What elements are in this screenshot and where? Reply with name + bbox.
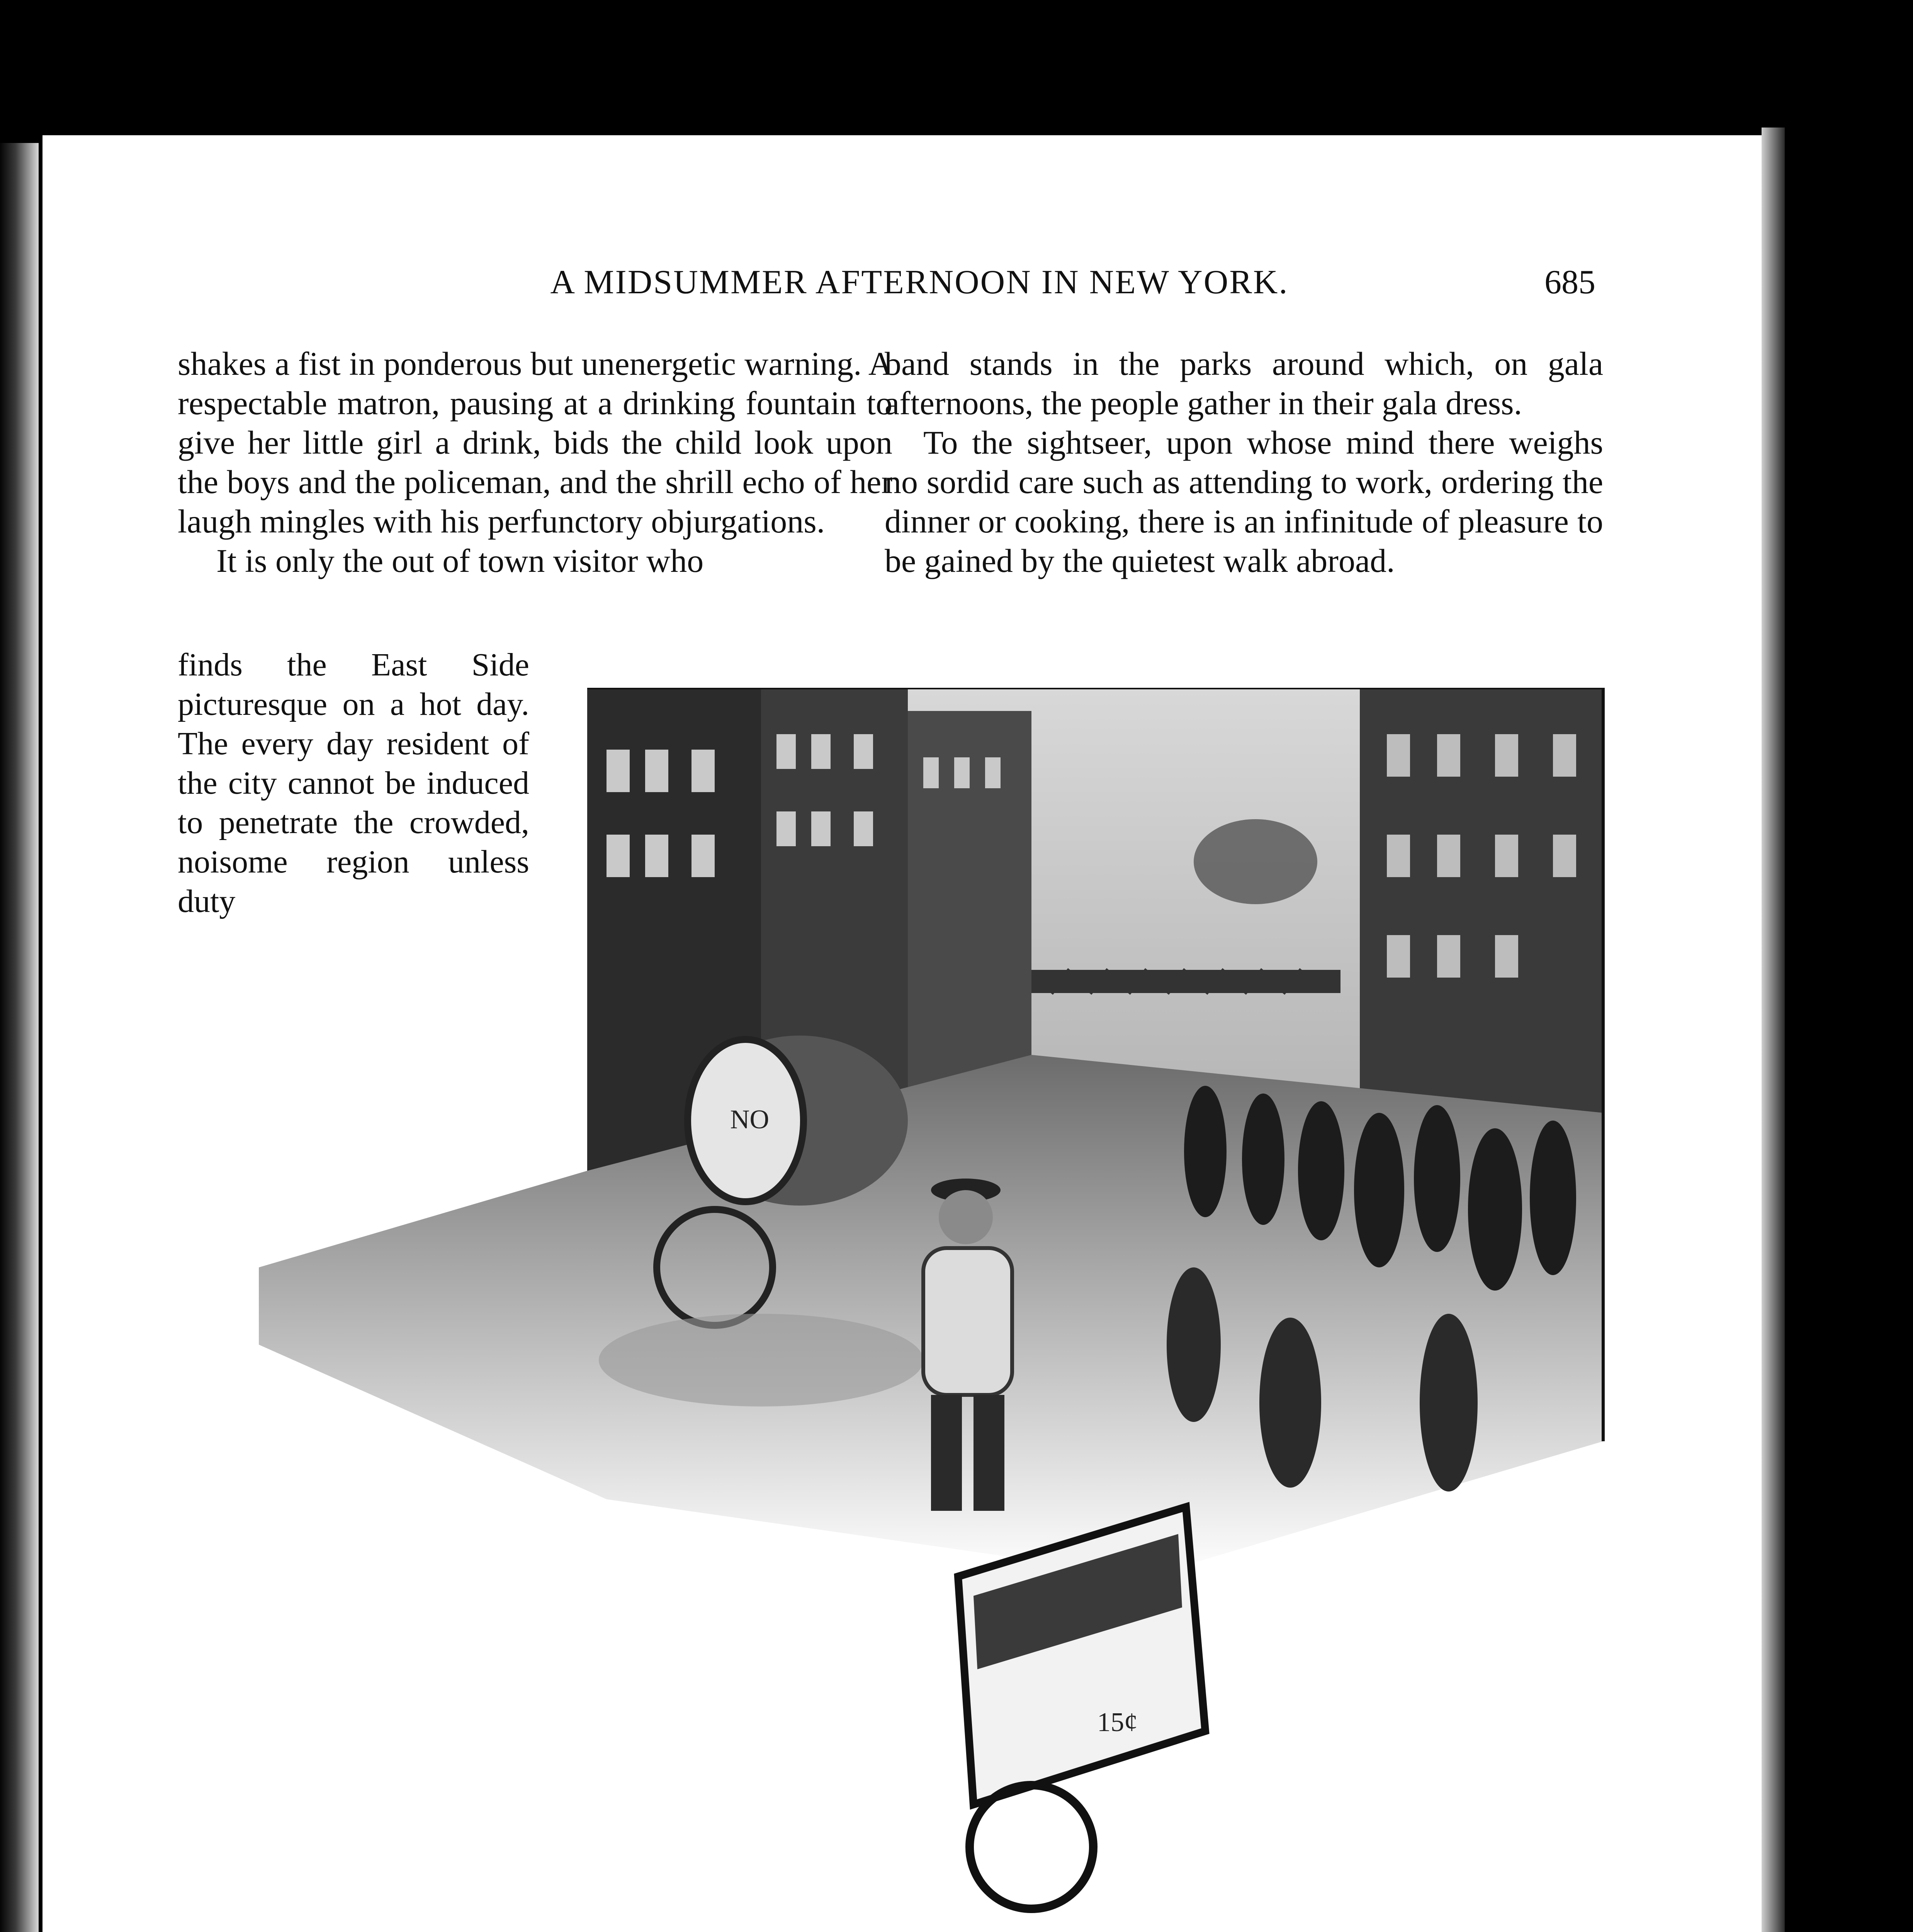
engraving-drawing	[259, 688, 1611, 1924]
page-binding-shadow	[1762, 128, 1785, 1932]
water-spray	[599, 1314, 923, 1406]
paragraph: band stands in the parks around which, on gala afternoons, the people gather in their gala dress.	[885, 345, 1603, 422]
barrel-label: NO	[730, 1105, 770, 1134]
adjacent-page-edge	[0, 143, 39, 1932]
page-number: 685	[1544, 264, 1595, 301]
chimney-smoke	[1194, 819, 1317, 904]
magazine-page	[42, 135, 1762, 1932]
cart-price-label: 15¢	[1097, 1708, 1138, 1737]
vendor-handcart	[958, 1507, 1205, 1909]
running-head: A MIDSUMMER AFTERNOON IN NEW YORK.	[550, 264, 1289, 301]
paragraph: shakes a fist in ponderous but unenergetic warning. A respectable matron, pausing at a drinking fountain to give her little girl a drink, bids the child look upon the boys and the policeman, and the shrill echo of her laugh mingles with his perfunctory objurgations.	[178, 345, 892, 540]
paragraph: To the sightseer, upon whose mind there weighs no sordid care such as attending to work, ordering the dinner or cooking, there is an infinitude of pleasure to be gained by the quietest walk abroad.	[885, 424, 1603, 579]
paragraph-continued: finds the East Side picturesque on a hot day. The every day resident of the city cannot be induced to penetrate the crowded, noisome region unless duty	[178, 647, 529, 919]
street-scene-illustration	[259, 688, 1611, 1924]
paragraph-start: It is only the out of town visitor who	[216, 542, 704, 579]
